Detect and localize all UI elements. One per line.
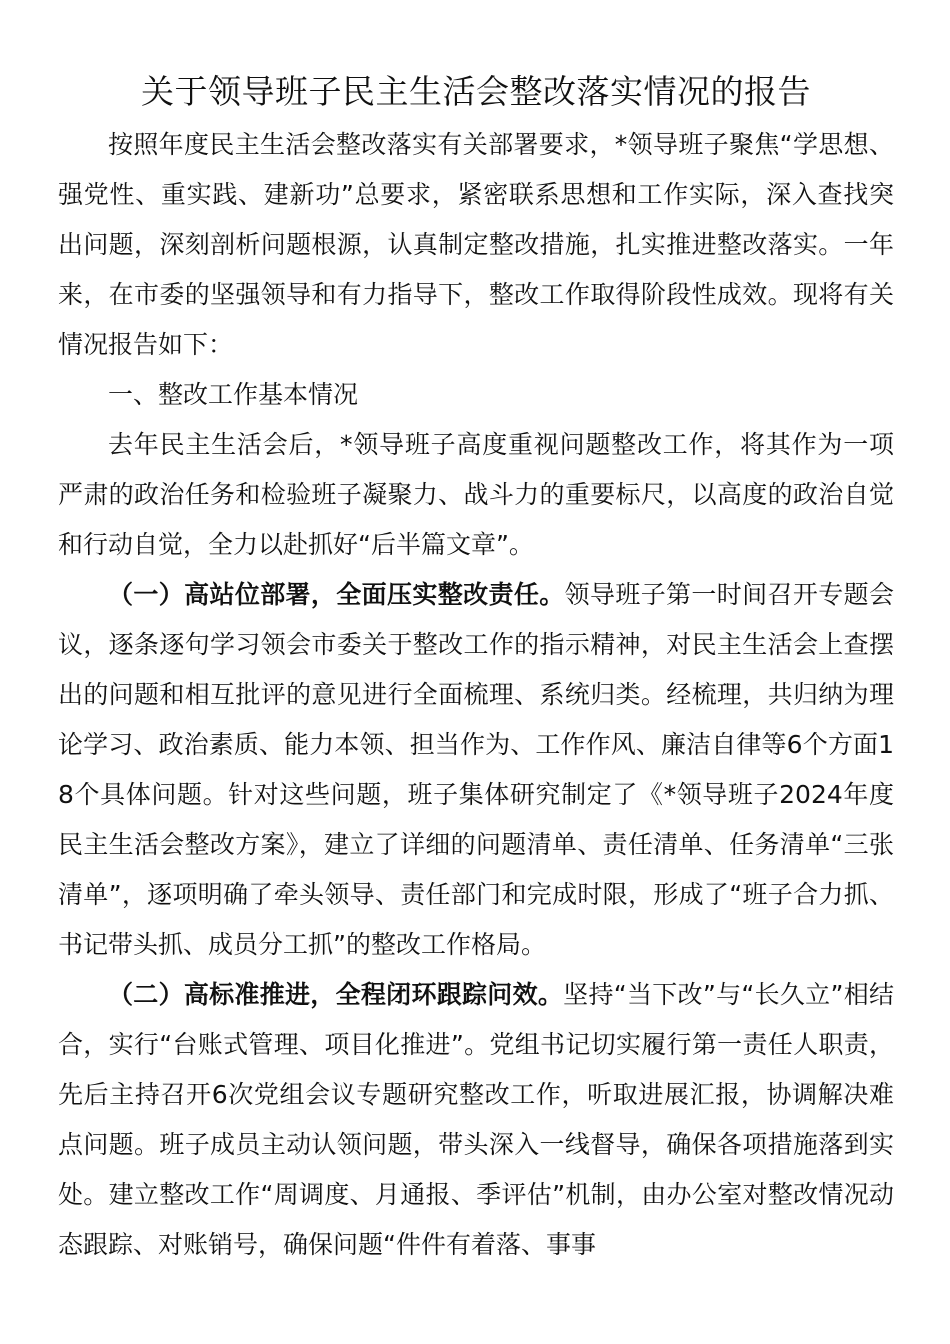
subsection-one [58, 570, 894, 970]
document-title: 关于领导班子民主生活会整改落实情况的报告 [141, 72, 811, 111]
subsection-two-body: 坚持“当下改”与“长久立”相结合，实行“台账式管理、项目化推进”。党组书记切实履行第一责任人职责，先后主持召开6次党组会议专题研究整改工作，听取进展汇报，协调解决难点问题。班子成员主动认领问题，带头深入一线督导，确保各项措施落到实处。建立整改工作“周调度、月通报、季评估”机制，由办公室对整改情况动态跟踪、对账销号，确保问题“件件有着落、事事 [58, 980, 894, 1259]
subsection-two-heading: （二）高标准推进，全程闭环跟踪问效。 [108, 980, 564, 1009]
subsection-one-body: 领导班子第一时间召开专题会议，逐条逐句学习领会市委关于整改工作的指示精神，对民主生活会上查摆出的问题和相互批评的意见进行全面梳理、系统归类。经梳理，共归纳为理论学习、政治素质、能力本领、担当作为、工作作风、廉洁自律等6个方面18个具体问题。针对这些问题，班子集体研究制定了《*领导班子2024年度民主生活会整改方案》，建立了详细的问题清单、责任清单、任务清单“三张清单”，逐项明确了牵头领导、责任部门和完成时限，形成了“班子合力抓、书记带头抓、成员分工抓”的整改工作格局。 [58, 580, 894, 959]
subsection-one-heading: （一）高站位部署，全面压实整改责任。 [108, 580, 565, 609]
section-paragraph: 去年民主生活会后，*领导班子高度重视问题整改工作，将其作为一项严肃的政治任务和检验班子凝聚力、战斗力的重要标尺，以高度的政治自觉和行动自觉，全力以赴抓好“后半篇文章”。 [58, 430, 894, 559]
subsection-two [58, 970, 894, 1270]
section-heading: 一、整改工作基本情况 [108, 380, 359, 409]
intro-paragraph: 按照年度民主生活会整改落实有关部署要求，*领导班子聚焦“学思想、强党性、重实践、建新功”总要求，紧密联系思想和工作实际，深入查找突出问题，深刻剖析问题根源，认真制定整改措施，扎实推进整改落实。一年来，在市委的坚强领导和有力指导下，整改工作取得阶段性成效。现将有关情况报告如下： [58, 130, 894, 359]
